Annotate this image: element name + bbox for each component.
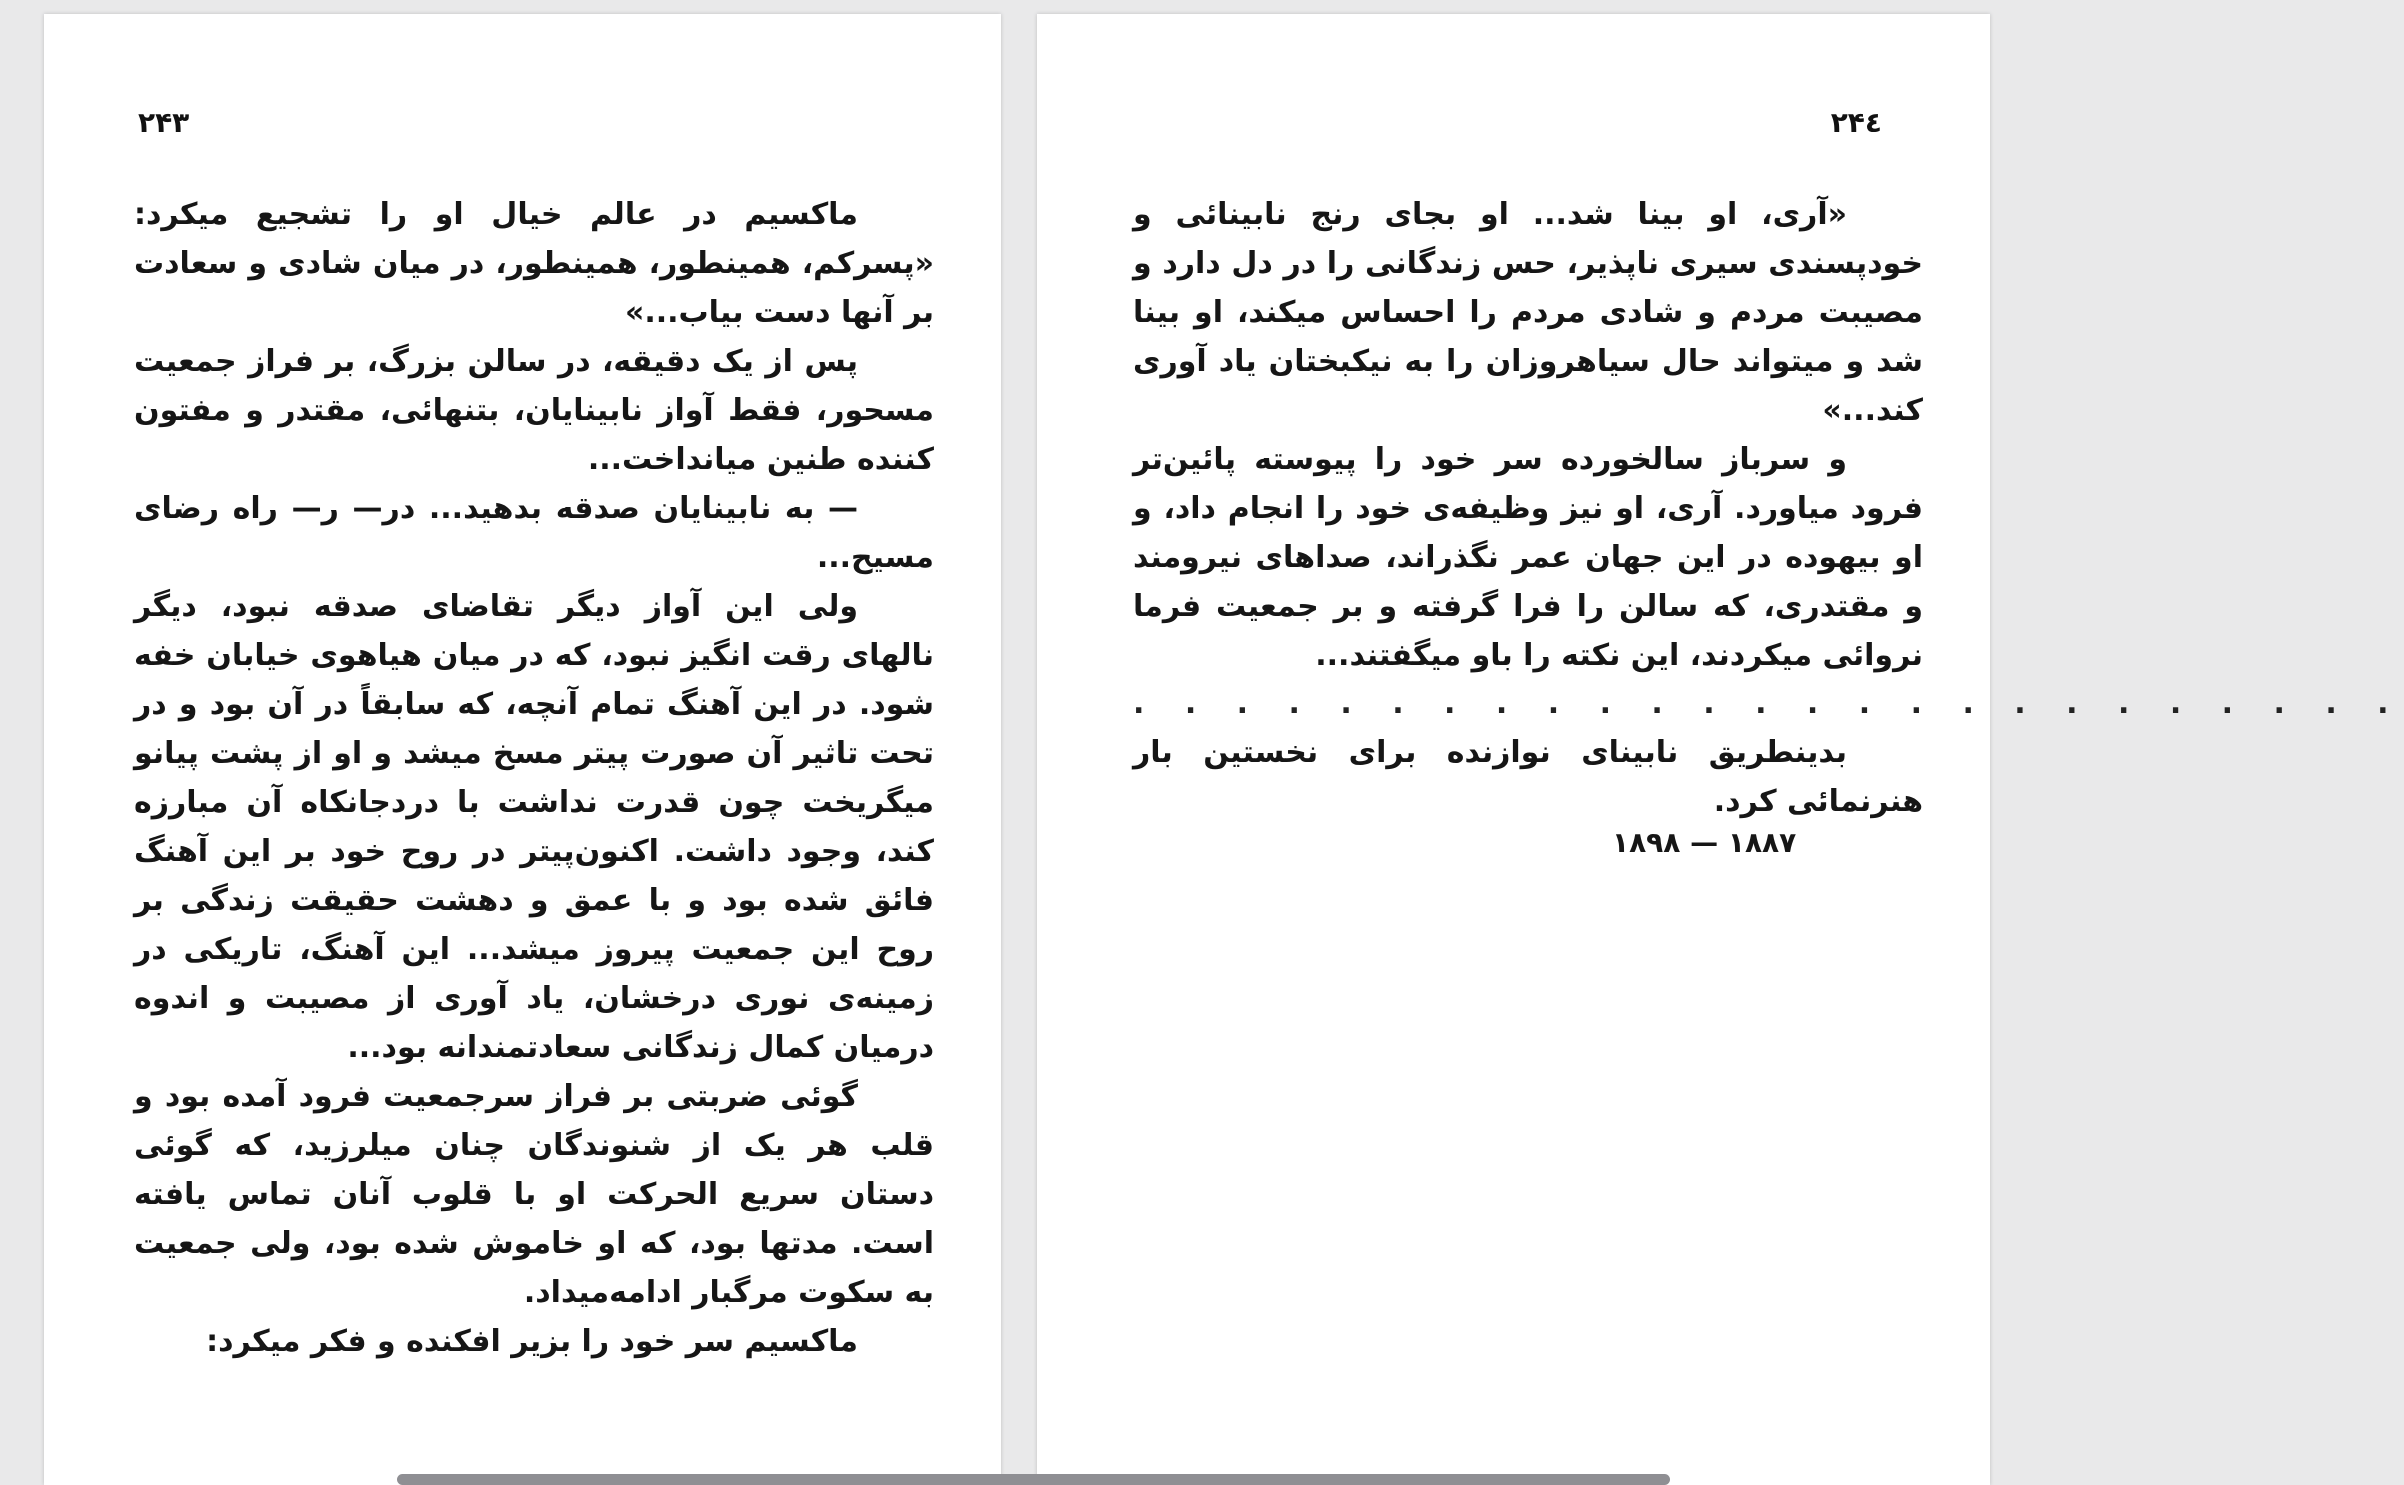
page-text xyxy=(1133,190,2404,826)
paragraph: گوئی ضربتی بر فراز سرجمعیت فرود آمده بود و قلب هر یک از شنوندگان چنان میلرزید، که گوئی دستان سریع الحرکت او با قلوب آنان تماس یافته است. مدتها بود، که او خاموش شده بود، ولی جمعیت به سکوت مرگبار ادامه‌میداد. xyxy=(134,1079,934,1310)
paragraph: و سرباز سالخورده سر خود را پیوسته پائین‌تر فرود میاورد. آری، او نیز وظیفه‌ی خود را انجام داد، و او بیهوده در این جهان عمر نگذراند، صداهای نیرومند و مقتدری، که سالن را فرا گرفته و بر جمعیت فرما نروائی میکردند، این نکته را باو میگفتند... xyxy=(1133,442,1923,673)
page-number: ۲۴۳ xyxy=(138,106,190,139)
paragraph: ماکسیم سر خود را بزیر افکنده و فکر میکرد: xyxy=(206,1324,858,1359)
page-number: ۲۴٤ xyxy=(1830,106,1882,139)
paragraph: ولی این آواز دیگر تقاضای صدقه نبود، دیگر نالهای رقت انگیز نبود، که در میان هیاهوی خیابان خفه شود. در این آهنگ تمام آنچه، که سابقاً در آن بود و در تحت تاثیر آن صورت پیتر مسخ میشد و او از پشت پیانو میگریخت چون قدرت نداشت با دردجانکاه آن مبارزه کند، وجود داشت. اکنون‌پیتر در روح خود بر این آهنگ فائق شده بود و با عمق و دهشت حقیقت زندگی بر روح این جمعیت پیروز میشد... این آهنگ، تاریکی در زمینه‌ی نوری درخشان، یاد آوری از مصیبت و اندوه درمیان کمال زندگانی سعادتمندانه بود... xyxy=(134,589,934,1065)
paragraph: ماکسیم در عالم خیال او را تشجیع میکرد: «پسرکم، همینطور، همینطور، در میان شادی و سعادت بر آنها دست بیاب...» xyxy=(134,197,934,330)
closing-paragraph: بدینطریق نابینای نوازنده برای نخستین بار هنرنمائی کرد. xyxy=(1133,735,1923,819)
page-text xyxy=(134,190,934,1366)
paragraph: پس از یک دقیقه، در سالن بزرگ، بر فراز جمعیت مسحور، فقط آواز نابینایان، بتنهائی، مقتدر و مفتون کننده طنین میانداخت... xyxy=(134,344,934,477)
dotted-separator: . . . . . . . . . . . . . . . . . . . . . . . . . xyxy=(1133,686,2404,721)
right-page xyxy=(1037,14,2404,1485)
left-page xyxy=(44,14,1001,1485)
date-range: ۱۸۸۷ — ۱۸۹۸ xyxy=(1612,826,1797,859)
paragraph: «آری، او بینا شد... او بجای رنج نابینائی و خودپسندی سیری ناپذیر، حس زندگانی را در دل دارد و مصیبت مردم و شادی مردم را احساس میکند، او بینا شد و میتواند حال سیاهروزان را به نیکبختان یاد آوری کند...» xyxy=(1133,197,1923,428)
horizontal-scrollbar[interactable] xyxy=(397,1474,1670,1485)
paragraph: — به نابینایان صدقه بدهید... در— ر— راه رضای مسیح... xyxy=(134,491,934,575)
